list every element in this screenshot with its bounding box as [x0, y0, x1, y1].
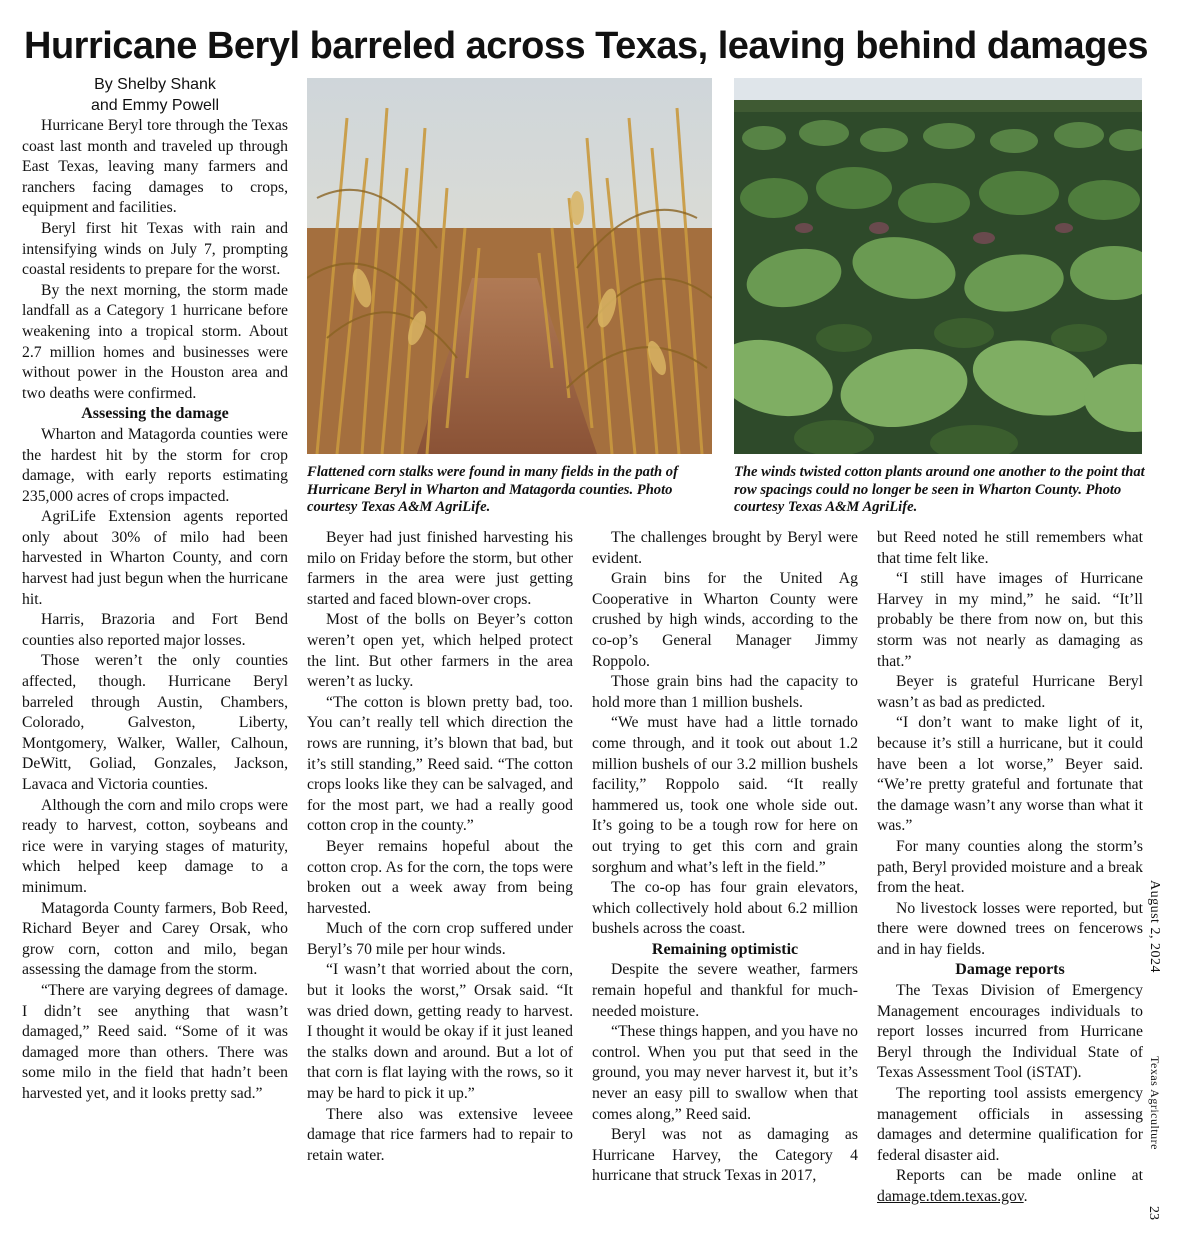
body-paragraph: Those grain bins had the capacity to hold more than 1 million bushels. [592, 673, 858, 711]
body-paragraph: “There are varying degrees of damage. I didn’t see anything that wasn’t damaged,” Reed said. “Some of it was damaged more than others. There was some milo in the field that hadn’t been harvested yet, and it looks pretty sad.” [22, 981, 288, 1102]
body-paragraph: Those weren’t the only counties affected, though. Hurricane Beryl barreled through Austin, Chambers, Colorado, Galveston, Liberty, Montgomery, Walker, Waller, Calhoun, DeWitt, Goliad, Gonzales, Jackson, Lavaca and Victoria counties. [22, 652, 288, 793]
body-paragraph: Although the corn and milo crops were ready to harvest, cotton, soybeans and rice were in varying stages of maturity, which helped keep damage to a minimum. [22, 796, 288, 896]
byline [22, 74, 288, 116]
report-text-end: . [1023, 1188, 1028, 1205]
subhead-remaining-optimistic: Remaining optimistic [651, 940, 799, 958]
body-paragraph: Matagorda County farmers, Bob Reed, Richard Beyer and Carey Orsak, who grow corn, cotton and milo, began assessing the damage from the storm. [22, 899, 288, 979]
body-paragraph: Beryl was not as damaging as Hurricane Harvey, the Category 4 hurricane that struck Texas in 2017, [592, 1126, 858, 1185]
body-paragraph: Wharton and Matagorda counties were the hardest hit by the storm for crop damage, with early reports estimating 235,000 acres of crops impacted. [22, 425, 288, 505]
body-paragraph: Grain bins for the United Ag Cooperative in Wharton County were crushed by high winds, according to the co-op’s General Manager Jimmy Roppolo. [592, 570, 858, 670]
corn-photo-caption: Flattened corn stalks were found in many fields in the path of Hurricane Beryl in Wharton and Matagorda counties. Photo courtesy Texas A&M AgriLife. [307, 464, 678, 515]
body-paragraph: “I wasn’t that worried about the corn, but it looks the worst,” Orsak said. “It was dried down, getting ready to harvest. I thought it would be okay if it just leaned the stalks down and around. But a lot of that corn is flat laying with the rows, so it may be hard to pick it up.” [307, 961, 573, 1103]
body-paragraph: Much of the corn crop suffered under Beryl’s 70 mile per hour winds. [307, 920, 573, 958]
article-column-2 [307, 528, 573, 1166]
cotton-photo-caption: The winds twisted cotton plants around one another to the point that row spacings could no longer be seen in Wharton County. Photo courtesy Texas A&M AgriLife. [734, 464, 1145, 515]
report-text: Reports can be made online at [896, 1167, 1143, 1185]
body-paragraph: Despite the severe weather, farmers remain hopeful and thankful for much-needed moisture. [592, 961, 858, 1020]
corn-field-photo [307, 78, 712, 454]
subhead-assessing-damage: Assessing the damage [81, 405, 229, 423]
article-column-1 [22, 116, 288, 1105]
body-paragraph: “We must have had a little tornado come through, and it took out about 1.2 million bushels of our 3.2 million bushels facility,” Roppolo said. “It really hammered us, took one whole side out. It’s going to be a tough row for here on out trying to get this corn and grain sorghum and what’s left in the field.” [592, 714, 858, 876]
byline-line-2: and Emmy Powell [90, 97, 220, 114]
body-paragraph: “These things happen, and you have no control. When you put that seed in the ground, you may never harvest it, but it’s never an easy pill to swallow when that comes along,” Reed said. [592, 1023, 859, 1123]
article-column-4 [877, 528, 1143, 1208]
body-paragraph: The Texas Division of Emergency Management encourages individuals to report losses incurred from Hurricane Beryl through the Individual State of Texas Assessment Tool (iSTAT). [877, 982, 1143, 1082]
article-column-3 [592, 528, 858, 1187]
body-paragraph: No livestock losses were reported, but there were downed trees on fencerows and in hay fields. [877, 899, 1143, 958]
body-paragraph: Harris, Brazoria and Fort Bend counties also reported major losses. [22, 611, 288, 649]
body-paragraph: Beyer remains hopeful about the cotton crop. As for the corn, the tops were broken out a week away from being harvested. [307, 837, 573, 917]
cotton-field-photo [734, 78, 1142, 454]
body-paragraph: For many counties along the storm’s path, Beryl provided moisture and a break from the heat. [877, 837, 1143, 897]
body-paragraph: Beyer had just finished harvesting his milo on Friday before the storm, but other farmers in the area were just getting started and faced blown-over crops. [307, 529, 573, 608]
body-paragraph: Most of the bolls on Beyer’s cotton weren’t open yet, which helped protect the lint. But other farmers in the area weren’t as lucky. [307, 611, 573, 691]
publication-name: Texas Agriculture [1148, 1056, 1162, 1150]
body-paragraph: Hurricane Beryl tore through the Texas coast last month and traveled up through East Texas, leaving many farmers and ranchers facing damages to crops, equipment and facilities. [22, 117, 288, 217]
damage-report-link[interactable]: damage.tdem.texas.gov [877, 1188, 1024, 1205]
body-paragraph: Beyer is grateful Hurricane Beryl wasn’t as bad as predicted. [877, 673, 1143, 711]
byline-line-1: By Shelby Shank [94, 76, 216, 93]
issue-date: August 2, 2024 [1147, 880, 1162, 973]
body-paragraph: but Reed noted he still remembers what that time felt like. [877, 529, 1143, 567]
headline: Hurricane Beryl barreled across Texas, leaving behind damages [24, 25, 1149, 67]
body-paragraph: The reporting tool assists emergency management officials in assessing damages and determine qualification for federal disaster aid. [877, 1085, 1143, 1164]
body-paragraph [877, 1166, 1143, 1207]
subhead-damage-reports: Damage reports [955, 961, 1065, 979]
body-paragraph: The co-op has four grain elevators, which collectively hold about 6.2 million bushels across the coast. [592, 879, 858, 938]
body-paragraph: “I still have images of Hurricane Harvey in my mind,” he said. “It’ll probably be there from now on, but this storm was not nearly as damaging as that.” [877, 570, 1143, 670]
page-number: 23 [1146, 1206, 1161, 1220]
body-paragraph: The challenges brought by Beryl were evident. [592, 529, 858, 567]
body-paragraph: By the next morning, the storm made landfall as a Category 1 hurricane before weakening into a tropical storm. About 2.7 million homes and businesses were without power in the Houston area and two deaths were confirmed. [22, 281, 288, 402]
body-paragraph: “I don’t want to make light of it, because it’s still a hurricane, but it could have been a lot worse,” Beyer said. “We’re pretty grateful and fortunate that the damage wasn’t any worse than what it was.” [877, 714, 1143, 835]
body-paragraph: There also was extensive leveee damage that rice farmers had to repair to retain water. [307, 1105, 573, 1164]
body-paragraph: Beryl first hit Texas with rain and intensifying winds on July 7, prompting coastal residents to prepare for the worst. [22, 219, 288, 279]
body-paragraph: AgriLife Extension agents reported only about 30% of milo had been harvested in Wharton County, and corn harvest had just begun when the hurricane hit. [22, 508, 288, 608]
body-paragraph: “The cotton is blown pretty bad, too. You can’t really tell which direction the rows are running, it’s blown that bad, but it’s still standing,” Reed said. “The cotton crops looks like they can be salvaged, and for the most part, we had a really good cotton crop in the county.” [307, 693, 573, 835]
